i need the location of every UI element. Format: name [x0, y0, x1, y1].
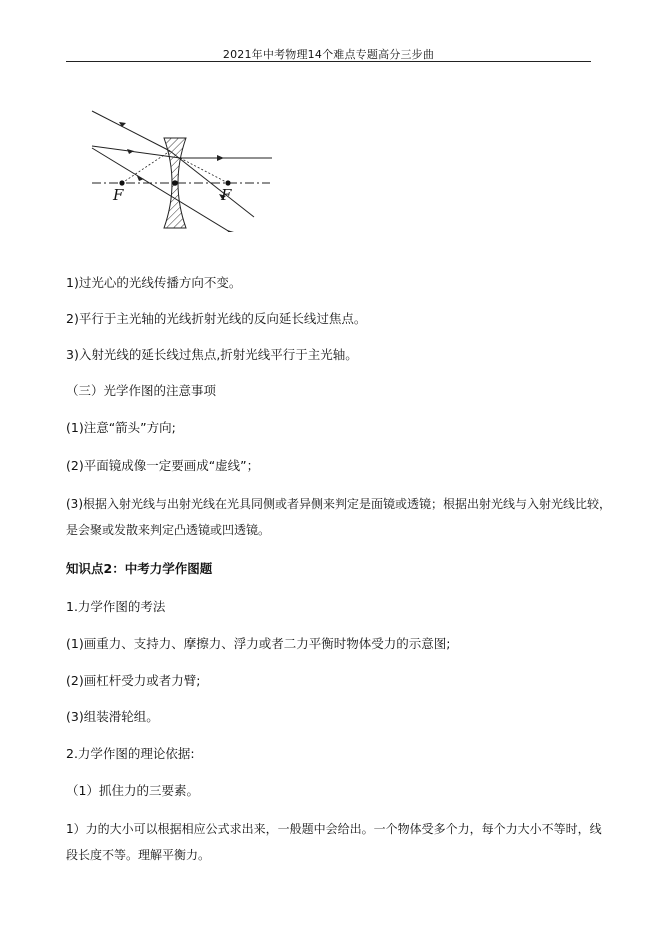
- item-2-1-text-line-2: 段长度不等。理解平衡力。: [66, 848, 211, 862]
- item-1-a: (1)画重力、支持力、摩擦力、浮力或者二力平衡时物体受力的示意图;: [66, 636, 451, 651]
- arrow-ray-4: [217, 155, 224, 161]
- item-1: 1.力学作图的考法: [66, 599, 166, 614]
- focus-point-right: [225, 180, 230, 185]
- arrow-ray-2: [127, 149, 134, 154]
- item-2-1-text-line-1: 1）力的大小可以根据相应公式求出来，一般题中会给出。一个物体受多个力，每个力大小不等时，线: [66, 822, 602, 836]
- note-1: (1)注意“箭头”方向;: [66, 420, 176, 435]
- focus-right-label: F: [221, 186, 232, 204]
- concave-lens-diagram: [88, 108, 278, 232]
- rule-1: 1)过光心的光线传播方向不变。: [66, 275, 242, 290]
- focus-left-label: F: [113, 186, 124, 204]
- page-header: 2021年中考物理14个难点专题高分三步曲: [222, 48, 435, 61]
- knowledge-point-2-heading: 知识点2：中考力学作图题: [66, 561, 213, 576]
- header-rule: [66, 61, 591, 62]
- item-1-b: (2)画杠杆受力或者力臂;: [66, 673, 201, 688]
- arrow-ray-6: [227, 230, 234, 232]
- arrow-ray-1: [119, 122, 126, 127]
- item-2: 2.力学作图的理论依据:: [66, 746, 195, 761]
- item-2-1: （1）抓住力的三要素。: [66, 783, 199, 798]
- ray-focus-extension: [180, 158, 228, 183]
- note-2: (2)平面镜成像一定要画成“虚线”；: [66, 458, 260, 473]
- ray-diverging-refracted: [170, 151, 254, 217]
- note-3-line-1: (3)根据入射光线与出射光线在光具同侧或者异侧来判定是面镜或透镜；根据出射光线与入射光线比较，: [66, 497, 612, 511]
- item-1-c: (3)组装滑轮组。: [66, 709, 159, 724]
- section-3-heading: （三）光学作图的注意事项: [66, 383, 217, 398]
- note-3-line-2: 是会聚或发散来判定凸透镜或凹透镜。: [66, 523, 271, 537]
- focus-point-left: [119, 180, 124, 185]
- ray-parallel-incident: [92, 111, 170, 151]
- optical-center: [172, 180, 178, 186]
- rule-3: 3)入射光线的延长线过焦点,折射光线平行于主光轴。: [66, 347, 358, 362]
- rule-2: 2)平行于主光轴的光线折射光线的反向延长线过焦点。: [66, 311, 367, 326]
